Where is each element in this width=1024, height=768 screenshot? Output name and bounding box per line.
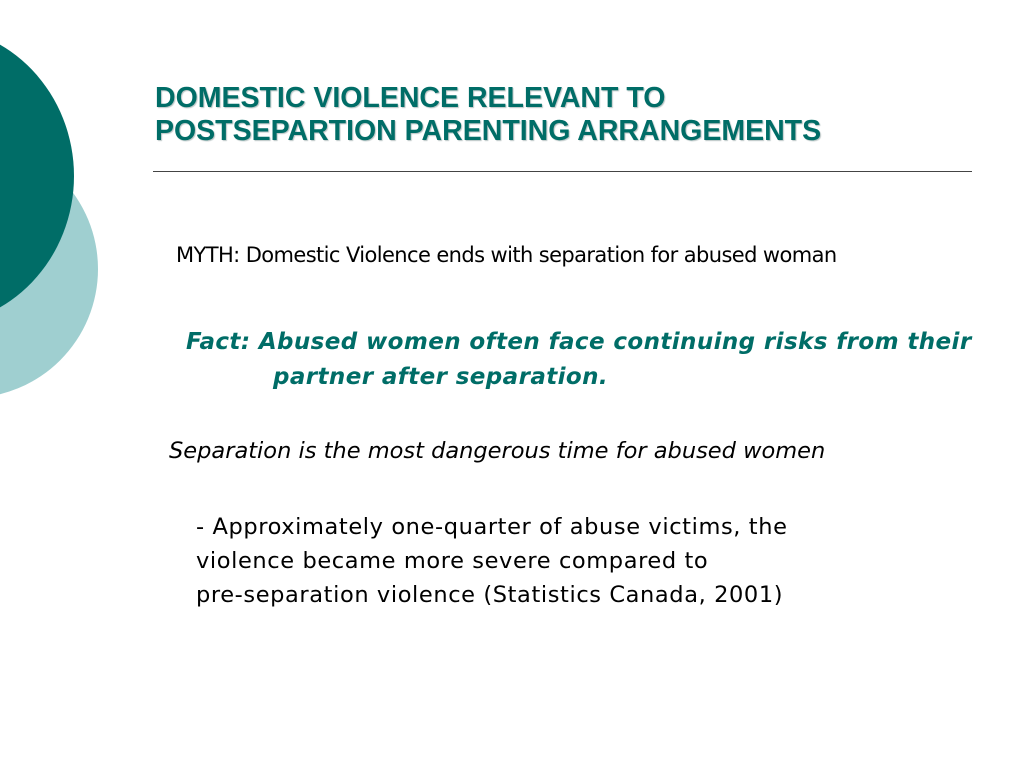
statistic-line-2: violence became more severe compared to <box>196 548 709 574</box>
title-divider <box>153 171 972 172</box>
statistic-line-1: - Approximately one-quarter of abuse victims, the <box>196 514 788 540</box>
slide-title <box>155 82 821 148</box>
slide-title-line-1: DOMESTIC VIOLENCE RELEVANT TO <box>155 82 666 114</box>
statistic-line-3: pre-separation violence (Statistics Canada, 2001) <box>196 582 784 608</box>
statistic-bullet <box>196 510 978 612</box>
myth-statement: MYTH: Domestic Violence ends with separation for abused woman <box>176 243 837 267</box>
separation-note: Separation is the most dangerous time for abused women <box>169 438 826 464</box>
slide-title-line-2: POSTSEPARTION PARENTING ARRANGEMENTS <box>155 115 822 147</box>
fact-statement: Fact: Abused women often face continuing risks from their partner after separation. <box>186 329 972 390</box>
